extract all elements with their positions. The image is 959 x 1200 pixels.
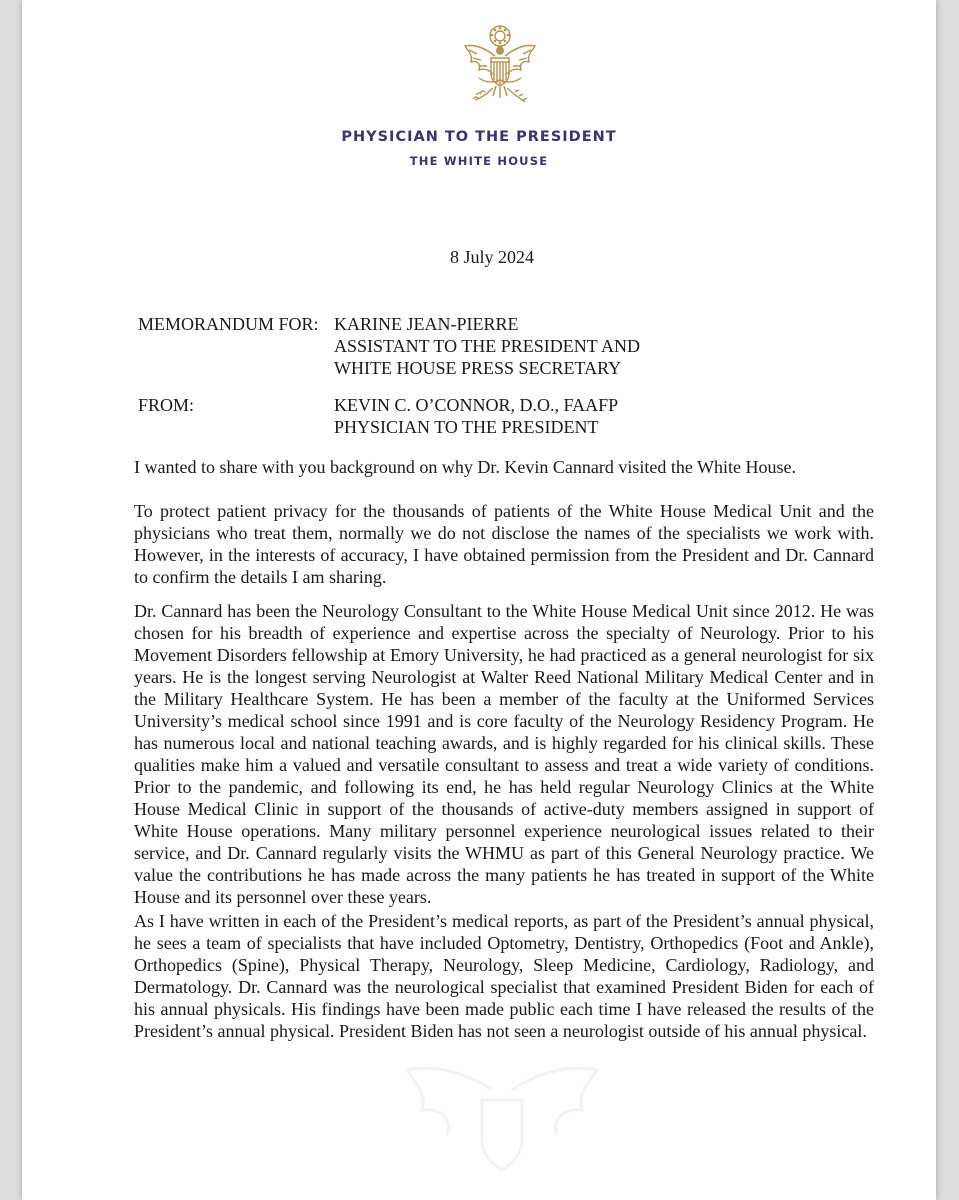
memo-for-label: MEMORANDUM FOR: bbox=[138, 314, 319, 334]
watermark-seal-icon bbox=[402, 1030, 602, 1200]
letterhead-subtitle: THE WHITE HOUSE bbox=[409, 154, 549, 168]
presidential-seal-icon bbox=[457, 22, 543, 112]
memo-for-recipient bbox=[334, 313, 854, 379]
body-paragraph-2 bbox=[134, 500, 874, 588]
paragraph-text: I wanted to share with you background on why Dr. Kevin Cannard visited the White House. bbox=[134, 457, 797, 477]
memo-date: 8 July 2024 bbox=[449, 247, 534, 267]
memo-from-sender bbox=[334, 394, 854, 438]
recipient-title-line-1: ASSISTANT TO THE PRESIDENT AND bbox=[334, 336, 640, 356]
recipient-title-line-2: WHITE HOUSE PRESS SECRETARY bbox=[334, 358, 622, 378]
memo-page bbox=[22, 0, 936, 1200]
paragraph-text: Dr. Cannard has been the Neurology Consultant to the White House Medical Unit since 2012. He was chosen for his breadth of experience and expertise across the specialty of Neurology. Prior to his Movement Disorders fellowship at Emory University, he had practiced as a general neurologist for six years. He is the longest serving Neurologist at Walter Reed National Military Medical Center and in the Military Healthcare System. He has been a member of the faculty at the Uniformed Services University’s medical school since 1991 and is core faculty of the Neurology Residency Program. He has numerous local and national teaching awards, and is highly regarded for his clinical skills. These qualities make him a valued and versatile consultant to assess and treat a wide variety of conditions. Prior to the pandemic, and following its end, he has held regular Neurology Clinics at the White House Medical Clinic in support of the thousands of active-duty members assigned in support of White House operations. Many military personnel experience neurological issues related to their service, and Dr. Cannard regularly visits the WHMU as part of this General Neurology practice. We value the contributions he has made across the many patients he has treated in support of the White House and its personnel over these years. bbox=[134, 601, 874, 907]
body-paragraph-1 bbox=[134, 456, 874, 478]
recipient-name: KARINE JEAN-PIERRE bbox=[334, 314, 519, 334]
sender-name: KEVIN C. O’CONNOR, D.O., FAAFP bbox=[334, 395, 619, 415]
sender-title: PHYSICIAN TO THE PRESIDENT bbox=[334, 417, 599, 437]
paragraph-text: As I have written in each of the President’s medical reports, as part of the President’s annual physical, he sees a team of specialists that have included Optometry, Dentistry, Orthopedics (Foot and Ankle), Orthopedics (Spine), Physical Therapy, Neurology, Sleep Medicine, Cardiology, Radiology, and Dermatology. Dr. Cannard was the neurological specialist that examined President Biden for each of his annual physicals. His findings have been made public each time I have released the results of the President’s annual physical. President Biden has not seen a neurologist outside of his annual physical. bbox=[134, 911, 874, 1041]
letterhead-title: PHYSICIAN TO THE PRESIDENT bbox=[341, 129, 617, 145]
body-paragraph-4 bbox=[134, 910, 874, 1042]
memo-from-label: FROM: bbox=[138, 395, 195, 415]
paragraph-text: To protect patient privacy for the thousands of patients of the White House Medical Unit and the physicians who treat them, normally we do not disclose the names of the specialists we work with. However, in the interests of accuracy, I have obtained permission from the President and Dr. Cannard to confirm the details I am sharing. bbox=[134, 501, 874, 587]
body-paragraph-3 bbox=[134, 600, 874, 908]
